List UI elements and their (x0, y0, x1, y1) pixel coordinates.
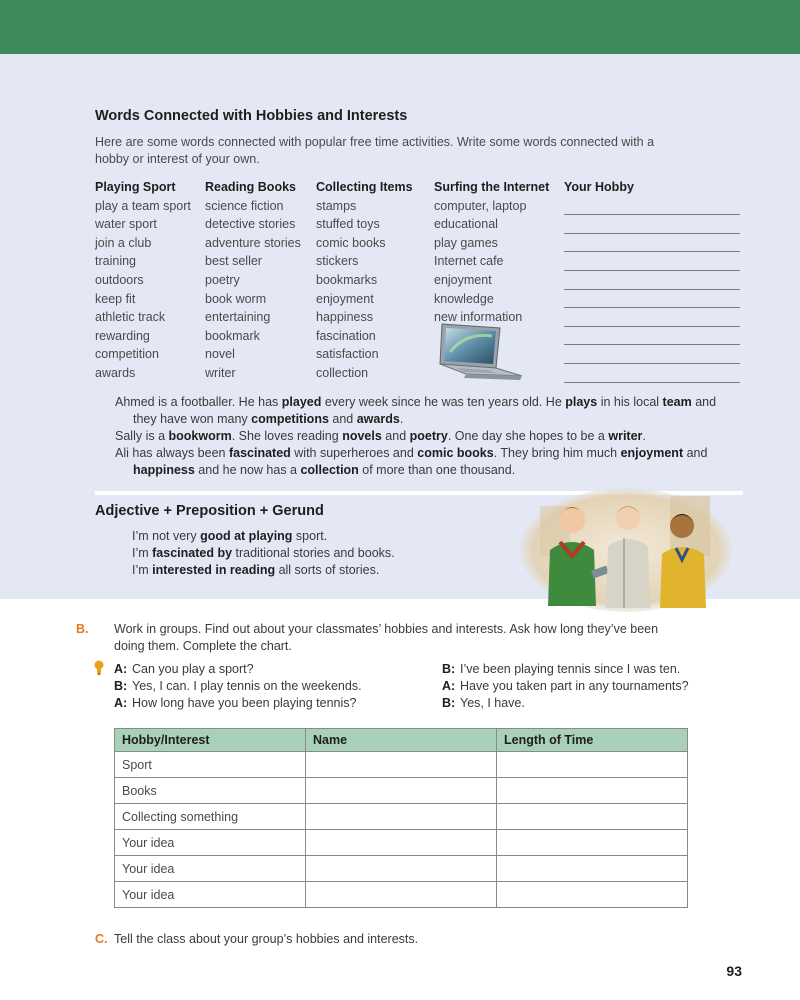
hobby-cell: Books (115, 778, 306, 804)
dialogue-left (114, 661, 362, 712)
name-cell[interactable] (306, 752, 497, 778)
hobby-chart-table (114, 728, 688, 908)
word-item: book worm (205, 291, 267, 306)
table-row (115, 804, 688, 830)
grammar-example: I’m fascinated by traditional stories and books. (132, 546, 395, 560)
word-item: new information (434, 310, 523, 325)
word-item: bookmark (205, 328, 260, 343)
write-in-line[interactable] (564, 271, 740, 290)
write-in-line[interactable] (564, 308, 740, 327)
dialogue-line: A: How long have you been playing tennis? (114, 696, 357, 710)
hobby-cell: Your idea (115, 856, 306, 882)
your-hobby-column (564, 178, 740, 383)
task-letter: C. (95, 932, 108, 946)
column-reading-books (205, 178, 301, 383)
column-header: Your Hobby (564, 180, 634, 194)
write-in-line[interactable] (564, 215, 740, 234)
column-playing-sport (95, 178, 191, 383)
word-item: satisfaction (316, 347, 379, 362)
dialogue-line: B: I’ve been playing tennis since I was ten. (442, 662, 681, 676)
column-header: Collecting Items (316, 180, 413, 194)
word-item: writer (205, 365, 236, 380)
word-item: awards (95, 365, 136, 380)
paragraph-ali: Ali has always been fascinated with superheroes and comic books. They bring him much enjoyment and happiness and he now has a collection of more than one thousand. (115, 446, 708, 477)
hobby-cell: Your idea (115, 882, 306, 908)
word-item: play a team sport (95, 198, 191, 213)
table-row (115, 752, 688, 778)
word-item: water sport (95, 217, 157, 232)
word-item: rewarding (95, 328, 150, 343)
dialogue-line: B: Yes, I can. I play tennis on the weekends. (114, 679, 362, 693)
top-green-band (0, 0, 800, 54)
hobby-cell: Sport (115, 752, 306, 778)
word-item: stuffed toys (316, 217, 380, 232)
length-cell[interactable] (497, 804, 688, 830)
dialogue-line: B: Yes, I have. (442, 696, 525, 710)
dialogue-right (442, 661, 689, 712)
word-item: poetry (205, 272, 240, 287)
word-item: bookmarks (316, 272, 378, 287)
word-item: entertaining (205, 310, 271, 325)
name-cell[interactable] (306, 804, 497, 830)
word-item: novel (205, 347, 235, 362)
intro-text: Here are some words connected with popular free time activities. Write some words connected with a hobby or interest of your own. (95, 135, 655, 166)
example-paragraphs (115, 394, 740, 479)
table-row (115, 856, 688, 882)
column-header: Surfing the Internet (434, 180, 550, 194)
header-hobby-interest: Hobby/Interest (115, 729, 306, 752)
table-header-row (115, 729, 688, 752)
word-item: outdoors (95, 272, 144, 287)
three-boys-illustration (520, 486, 732, 614)
column-collecting-items (316, 178, 413, 383)
hobby-cell: Collecting something (115, 804, 306, 830)
grammar-examples (132, 528, 395, 579)
paragraph-ahmed: Ahmed is a footballer. He has played every week since he was ten years old. He plays in his local team and they have won many competitions and awards. (115, 395, 717, 426)
task-c-instructions: C. Tell the class about your group’s hobbies and interests. (95, 932, 419, 946)
length-cell[interactable] (497, 778, 688, 804)
column-header: Reading Books (205, 180, 296, 194)
header-length-of-time: Length of Time (497, 729, 688, 752)
name-cell[interactable] (306, 882, 497, 908)
name-cell[interactable] (306, 830, 497, 856)
word-item: detective stories (205, 217, 296, 232)
word-item: athletic track (95, 310, 166, 325)
write-in-line[interactable] (564, 345, 740, 364)
word-item: join a club (95, 235, 152, 250)
word-item: happiness (316, 310, 373, 325)
word-item: Internet cafe (434, 254, 504, 269)
length-cell[interactable] (497, 856, 688, 882)
word-item: best seller (205, 254, 262, 269)
table-row (115, 882, 688, 908)
task-letter: B. (76, 622, 89, 636)
word-item: play games (434, 235, 498, 250)
word-item: training (95, 254, 136, 269)
lightbulb-icon (93, 660, 105, 676)
word-item: computer, laptop (434, 198, 527, 213)
dialogue-line: A: Have you taken part in any tournaments? (442, 679, 689, 693)
word-item: comic books (316, 235, 386, 250)
table-row (115, 778, 688, 804)
word-item: science fiction (205, 198, 284, 213)
length-cell[interactable] (497, 752, 688, 778)
write-in-line[interactable] (564, 364, 740, 383)
word-item: stickers (316, 254, 359, 269)
grammar-example: I’m not very good at playing sport. (132, 529, 328, 543)
paragraph-sally: Sally is a bookworm. She loves reading novels and poetry. One day she hopes to be a writer. (115, 429, 646, 443)
write-in-line[interactable] (564, 290, 740, 309)
name-cell[interactable] (306, 778, 497, 804)
column-header: Playing Sport (95, 180, 176, 194)
header-name: Name (306, 729, 497, 752)
length-cell[interactable] (497, 882, 688, 908)
section-title-grammar: Adjective + Preposition + Gerund (95, 503, 324, 519)
word-item: stamps (316, 198, 357, 213)
word-item: fascination (316, 328, 376, 343)
write-in-line[interactable] (564, 252, 740, 271)
word-item: enjoyment (316, 291, 374, 306)
length-cell[interactable] (497, 830, 688, 856)
grammar-example: I’m interested in reading all sorts of stories. (132, 563, 380, 577)
word-item: adventure stories (205, 235, 301, 250)
laptop-icon (436, 322, 524, 384)
word-item: competition (95, 347, 159, 362)
page-number: 93 (726, 963, 742, 979)
word-item: educational (434, 217, 498, 232)
write-in-line[interactable] (564, 327, 740, 346)
name-cell[interactable] (306, 856, 497, 882)
dialogue-line: A: Can you play a sport? (114, 662, 254, 676)
word-item: enjoyment (434, 272, 492, 287)
table-row (115, 830, 688, 856)
write-in-line[interactable] (564, 234, 740, 253)
write-in-line[interactable] (564, 197, 740, 216)
column-surfing-internet (434, 178, 549, 327)
hobby-cell: Your idea (115, 830, 306, 856)
section-title-hobbies: Words Connected with Hobbies and Interests (95, 108, 408, 124)
word-item: keep fit (95, 291, 136, 306)
word-item: knowledge (434, 291, 494, 306)
word-item: collection (316, 365, 369, 380)
task-b-instructions: B. Work in groups. Find out about your classmates’ hobbies and interests. Ask how long they’ve been doing them. Complete the chart. (76, 622, 659, 653)
